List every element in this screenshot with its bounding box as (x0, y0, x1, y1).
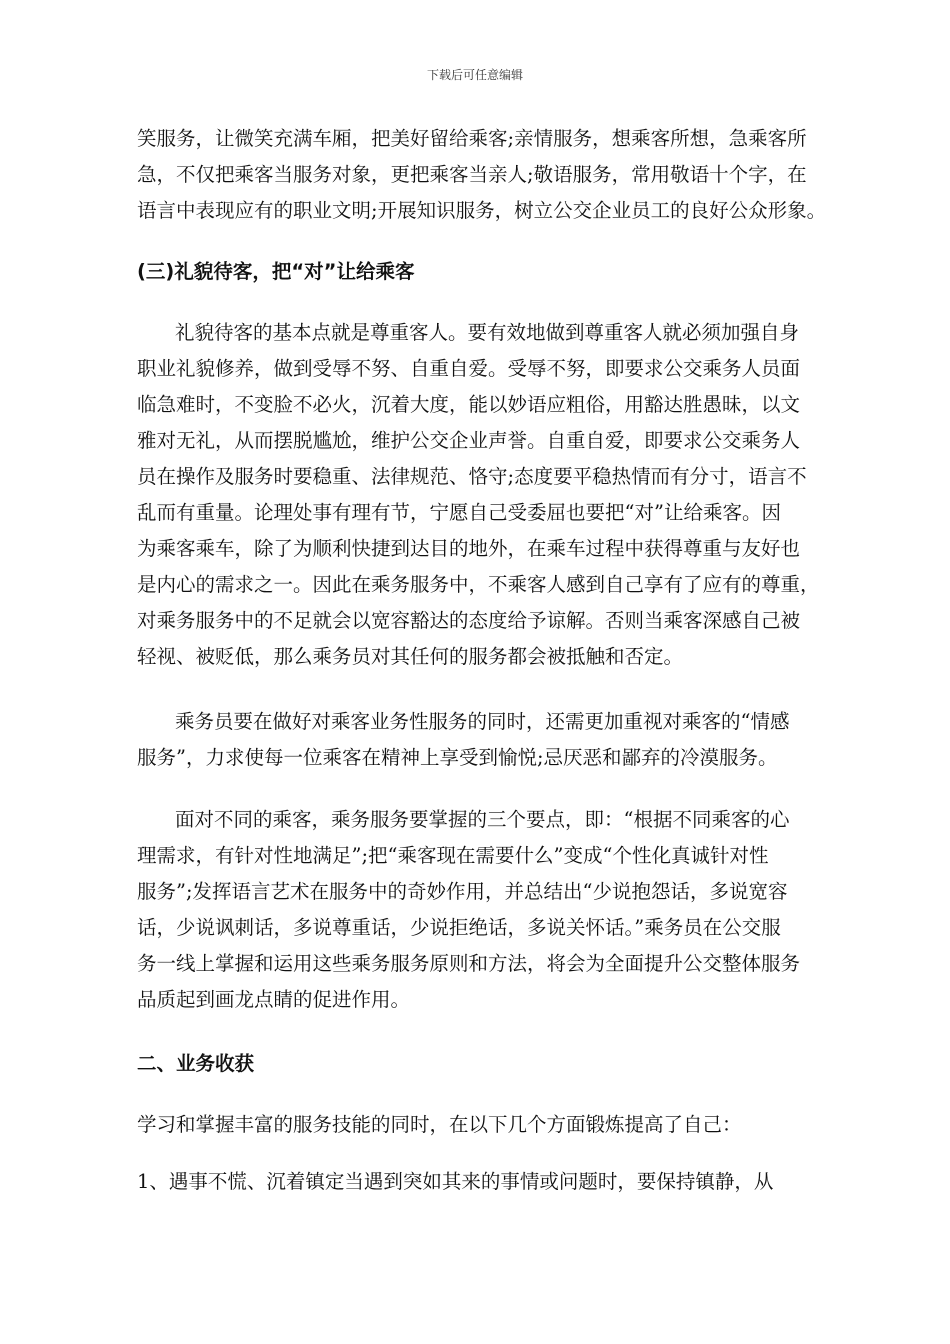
paragraph-line: 临急难时，不变脸不必火，沉着大度，能以妙语应粗俗，用豁达胜愚昧，以文 (137, 393, 801, 416)
page-header: 下载后可任意编辑 (426, 68, 523, 82)
paragraph-line: 品质起到画龙点睛的促进作用。 (137, 988, 411, 1011)
paragraph-line: 急，不仅把乘客当服务对象，更把乘客当亲人;敬语服务，常用敬语十个字，在 (137, 163, 807, 186)
paragraph-line: 职业礼貌修养，做到受辱不努、自重自爱。受辱不努，即要求公交乘务人员面 (137, 357, 801, 380)
section-heading: 二、业务收获 (137, 1052, 255, 1075)
paragraph-line: 乱而有重量。论理处事有理有节，宁愿自己受委屈也要把“对”让给乘客。因 (137, 501, 781, 524)
paragraph-line: 乘务员要在做好对乘客业务性服务的同时，还需更加重视对乘客的“情感 (175, 710, 790, 733)
paragraph-line: 话，少说讽刺话，多说尊重话，少说拒绝话，多说关怀话。”乘务员在公交服 (137, 916, 781, 939)
paragraph-line: 员在操作及服务时要稳重、法律规范、恪守;态度要平稳热情而有分寸，语言不 (137, 465, 807, 488)
paragraph-line: 对乘务服务中的不足就会以宽容豁达的态度给予谅解。否则当乘客深感自己被 (137, 609, 801, 632)
paragraph-line: 是内心的需求之一。因此在乘务服务中，不乘客人感到自己享有了应有的尊重， (137, 573, 820, 596)
paragraph-line: 为乘客乘车，除了为顺利快捷到达目的地外，在乘车过程中获得尊重与友好也 (137, 537, 801, 560)
paragraph-line: 务一线上掌握和运用这些乘务服务原则和方法，将会为全面提升公交整体服务 (137, 952, 801, 975)
paragraph-line: 学习和掌握丰富的服务技能的同时，在以下几个方面锻炼提高了自己： (137, 1113, 742, 1136)
paragraph-line: 面对不同的乘客，乘务服务要掌握的三个要点，即：“根据不同乘客的心 (175, 808, 790, 831)
paragraph-line: 礼貌待客的基本点就是尊重客人。要有效地做到尊重客人就必须加强自身 (175, 321, 800, 344)
paragraph-line: 1、遇事不慌、沉着镇定当遇到突如其来的事情或问题时，要保持镇静，从 (137, 1170, 774, 1193)
paragraph-line: 笑服务，让微笑充满车厢，把美好留给乘客;亲情服务，想乘客所想，急乘客所 (137, 127, 807, 150)
paragraph-line: 语言中表现应有的职业文明;开展知识服务，树立公交企业员工的良好公众形象。 (137, 199, 827, 222)
paragraph-line: 雅对无礼，从而摆脱尴尬，维护公交企业声誉。自重自爱，即要求公交乘务人 (137, 429, 801, 452)
paragraph-line: 理需求，有针对性地满足”;把“乘客现在需要什么”变成“个性化真诚针对性 (137, 844, 769, 867)
paragraph-line: 轻视、被贬低，那么乘务员对其任何的服务都会被抵触和否定。 (137, 645, 684, 668)
section-heading: (三)礼貌待客，把“对”让给乘客 (137, 260, 415, 283)
paragraph-line: 服务”，力求使每一位乘客在精神上享受到愉悦;忌厌恶和鄙弃的冷漠服务。 (137, 746, 778, 769)
paragraph-line: 服务”;发挥语言艺术在服务中的奇妙作用，并总结出“少说抱怨话，多说宽容 (137, 880, 788, 903)
